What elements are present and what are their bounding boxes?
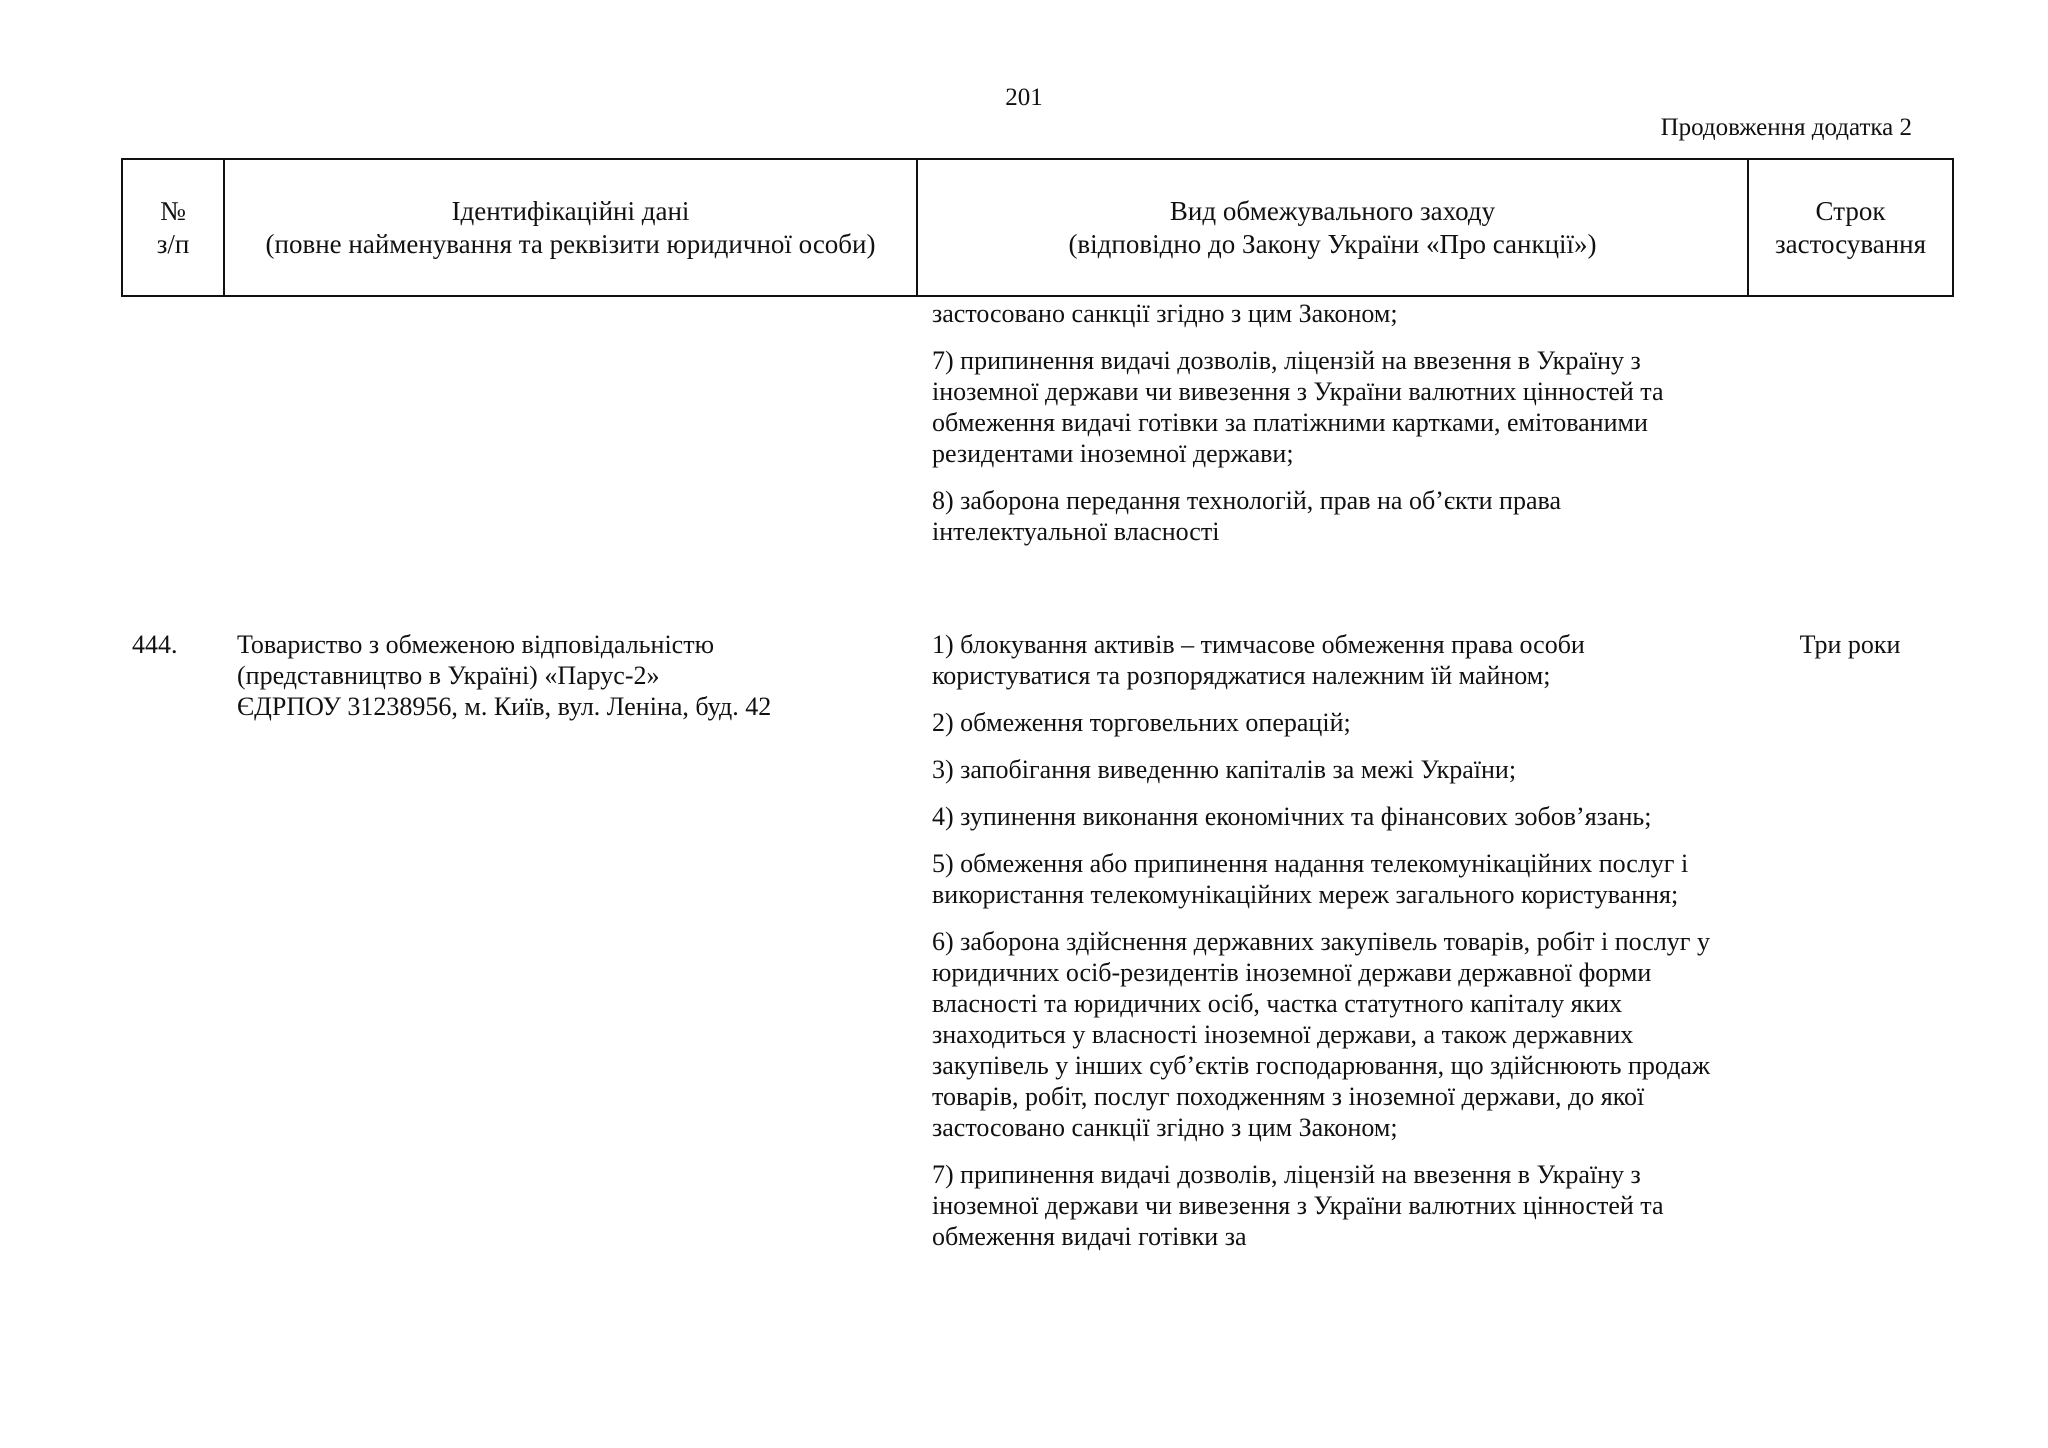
header-number-symbol: №: [160, 195, 186, 226]
header-cell-measure-type: [917, 159, 1748, 296]
measure-item: 7) припинення видачі дозволів, ліцензій на ввезення в Україну з іноземної держави чи вивезення з України валютних цінностей та обмеження видачі готівки за: [932, 1160, 1664, 1251]
header-identification-title: Ідентифікаційні дані: [451, 195, 690, 226]
entity-registration: ЄДРПОУ 31238956, м. Київ, вул. Леніна, буд. 42: [237, 692, 772, 721]
header-term-note: застосування: [1774, 228, 1927, 259]
measure-item: застосовано санкції згідно з цим Законом;: [932, 299, 1398, 328]
measure-item: 2) обмеження торговельних операцій;: [932, 708, 1351, 737]
measure-item: 4) зупинення виконання економічних та фінансових зобов’язань;: [932, 802, 1652, 831]
entry-measures: [932, 629, 1742, 1252]
header-cell-term: [1748, 159, 1953, 296]
entry-identification: [237, 629, 907, 722]
measure-item: 5) обмеження або припинення надання телекомунікаційних послуг і використання телекомунікаційних мереж загального користування;: [932, 849, 1689, 909]
entity-name: Товариство з обмеженою відповідальністю: [237, 630, 714, 659]
header-identification-note: (повне найменування та реквізити юридичної особи): [265, 228, 876, 259]
header-measure-type-note: (відповідно до Закону України «Про санкції»): [1068, 228, 1597, 259]
header-number-abbrev: з/п: [156, 228, 190, 259]
measure-item: 8) заборона передання технологій, прав на об’єкти права інтелектуальної власності: [932, 486, 1561, 546]
header-cell-number: [122, 159, 224, 296]
header-term-title: Строк: [1815, 195, 1886, 226]
entity-representation: (представництво в Україні) «Парус-2»: [237, 661, 660, 690]
header-cell-identification: [224, 159, 917, 296]
sanctions-table-header: [121, 158, 1954, 297]
header-measure-type-title: Вид обмежувального заходу: [1169, 195, 1496, 226]
page-number: 201: [1005, 84, 1043, 111]
continuation-note: Продовження додатка 2: [1660, 114, 1912, 141]
entry-number: 444.: [132, 630, 178, 659]
entry-term: Три роки: [1799, 630, 1901, 659]
measure-item: 6) заборона здійснення державних закупівель товарів, робіт і послуг у юридичних осіб-резидентів іноземної держави державної форми власності та юридичних осіб, частка статутного капіталу яких знаходиться у власності іноземної держави, а також державних закупівель у інших суб’єктів господарювання, що здійснюють продаж товарів, робіт, послуг походженням з іноземної держави, до якої застосовано санкції згідно з цим Законом;: [932, 927, 1710, 1142]
measure-item: 3) запобігання виведенню капіталів за межі України;: [932, 755, 1517, 784]
measure-item: 7) припинення видачі дозволів, ліцензій на ввезення в Україну з іноземної держави чи вивезення з України валютних цінностей та обмеження видачі готівки за платіжними картками, емітованими резидентами іноземної держави;: [932, 346, 1664, 468]
measure-item: 1) блокування активів – тимчасове обмеження права особи користуватися та розпоряджатися належним їй майном;: [932, 630, 1585, 690]
continued-measures: [932, 298, 1742, 547]
